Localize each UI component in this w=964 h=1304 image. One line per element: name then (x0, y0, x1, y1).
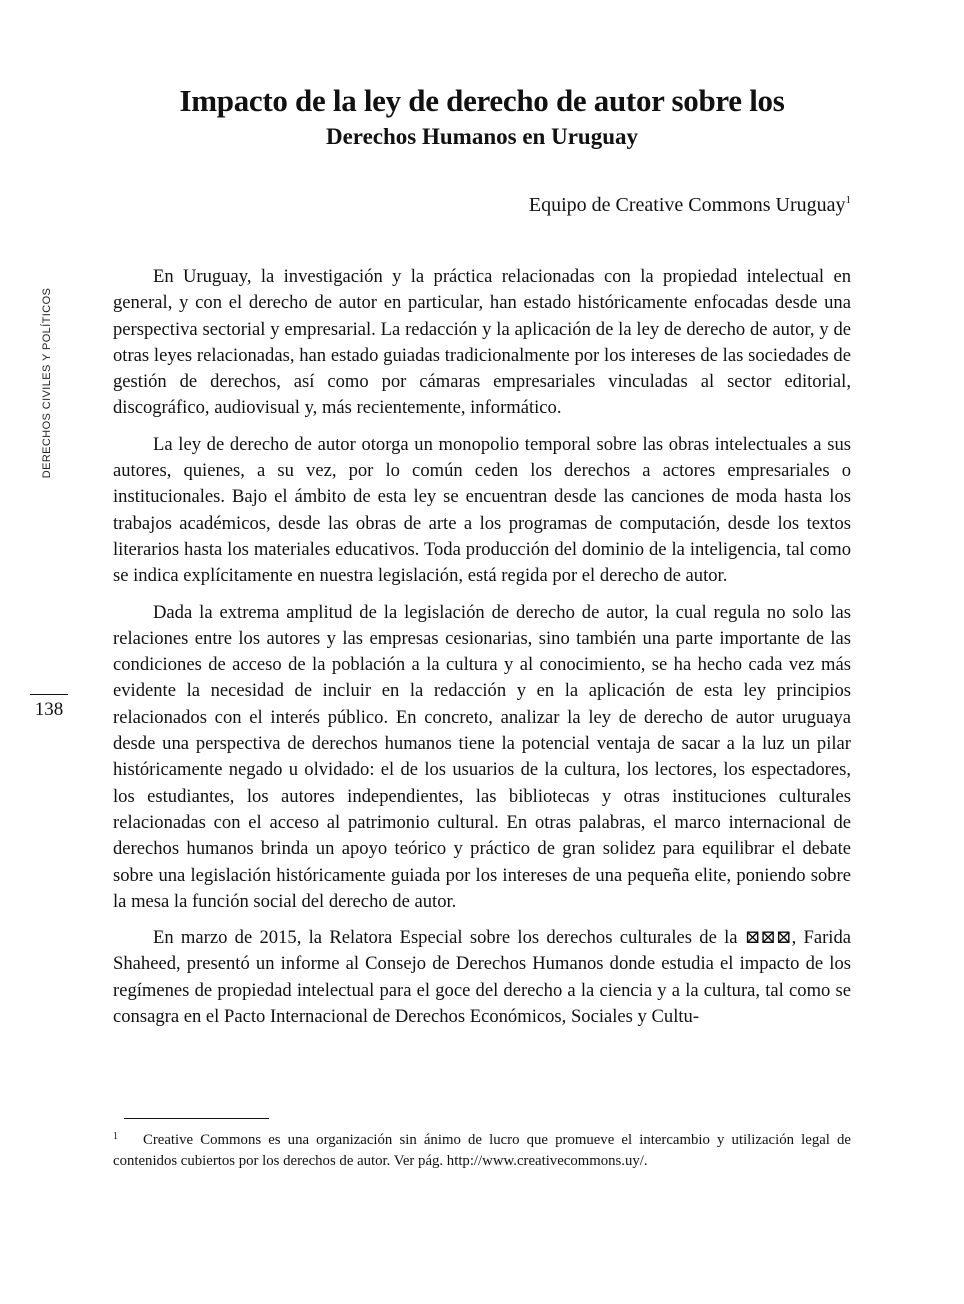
paragraph-3: Dada la extrema amplitud de la legislación de derecho de autor, la cual regula no solo las relaciones entre los autores y las empresas cesionarias, sino también una parte importante de las condiciones de acceso de la población a la cultura y al conocimiento, se ha hecho cada vez más evidente la necesidad de incluir en la redacción y en la aplicación de esta ley principios relacionados con el interés público. En concreto, analizar la ley de derecho de autor uruguaya desde una perspectiva de derechos humanos tiene la potencial ventaja de sacar a la luz un pilar históricamente negado u olvidado: el de los usuarios de la cultura, los lectores, los espectadores, los estudiantes, los autores independientes, las bibliotecas y otras instituciones culturales relacionadas con el acceso al patrimonio cultural. En otras palabras, el marco internacional de derechos humanos brinda un apoyo teórico y práctico de gran solidez para equilibrar el debate sobre una legislación históricamente guiada por los intereses de una pequeña elite, poniendo sobre la mesa la función social del derecho de autor. (113, 601, 851, 912)
paragraph-4: En marzo de 2015, la Relatora Especial sobre los derechos culturales de la ⊠⊠⊠, Farida Shaheed, presentó un informe al Consejo de Derechos Humanos donde estudia el impacto de los regímenes de propiedad intelectual para el goce del derecho a la ciencia y a la cultura, tal como se consagra en el Pacto Internacional de Derechos Económicos, Sociales y Cultu- (113, 927, 851, 1028)
footnote (113, 1126, 851, 1172)
footnote-text: Creative Commons es una organización sin ánimo de lucro que promueve el intercambio y utilización legal de contenidos cubiertos por los derechos de autor. Ver pág. http://www.creativecommons.uy/. (113, 1132, 851, 1169)
author-name: Equipo de Creative Commons Uruguay (528, 194, 846, 216)
footnote-divider (124, 1118, 269, 1119)
section-label: DERECHOS CIVILES Y POLÍTICOS (41, 287, 53, 479)
article-author (529, 186, 851, 219)
article-body (113, 264, 851, 1040)
paragraph-1: En Uruguay, la investigación y la práctica relacionadas con la propiedad intelectual en general, y con el derecho de autor en particular, han estado históricamente enfocadas desde una perspectiva sectorial y empresarial. La redacción y la aplicación de la ley de derecho de autor, y de otras leyes relacionadas, han estado guiadas tradicionalmente por los intereses de las sociedades de gestión de derechos, así como por cámaras empresariales vinculadas al sector editorial, discográfico, audiovisual y, más recientemente, informático. (113, 266, 851, 419)
footnote-reference: 1 (845, 194, 851, 206)
page-number: 138 (34, 699, 64, 720)
article-title: Impacto de la ley de derecho de autor sobre los (179, 83, 785, 118)
footnote-mark: 1 (113, 1131, 118, 1142)
paragraph-2: La ley de derecho de autor otorga un monopolio temporal sobre las obras intelectuales a sus autores, quienes, a su vez, por lo común ceden los derechos a actores empresariales o institucionales. Bajo el ámbito de esta ley se encuentran desde las canciones de moda hasta los trabajos académicos, desde las obras de arte a los programas de computación, desde los textos literarios hasta los materiales educativos. Toda producción del dominio de la inteligencia, tal como se indica explícitamente en nuestra legislación, está regida por el derecho de autor. (113, 433, 851, 587)
page-number-rule (30, 694, 68, 695)
article-subtitle: Derechos Humanos en Uruguay (325, 124, 638, 149)
